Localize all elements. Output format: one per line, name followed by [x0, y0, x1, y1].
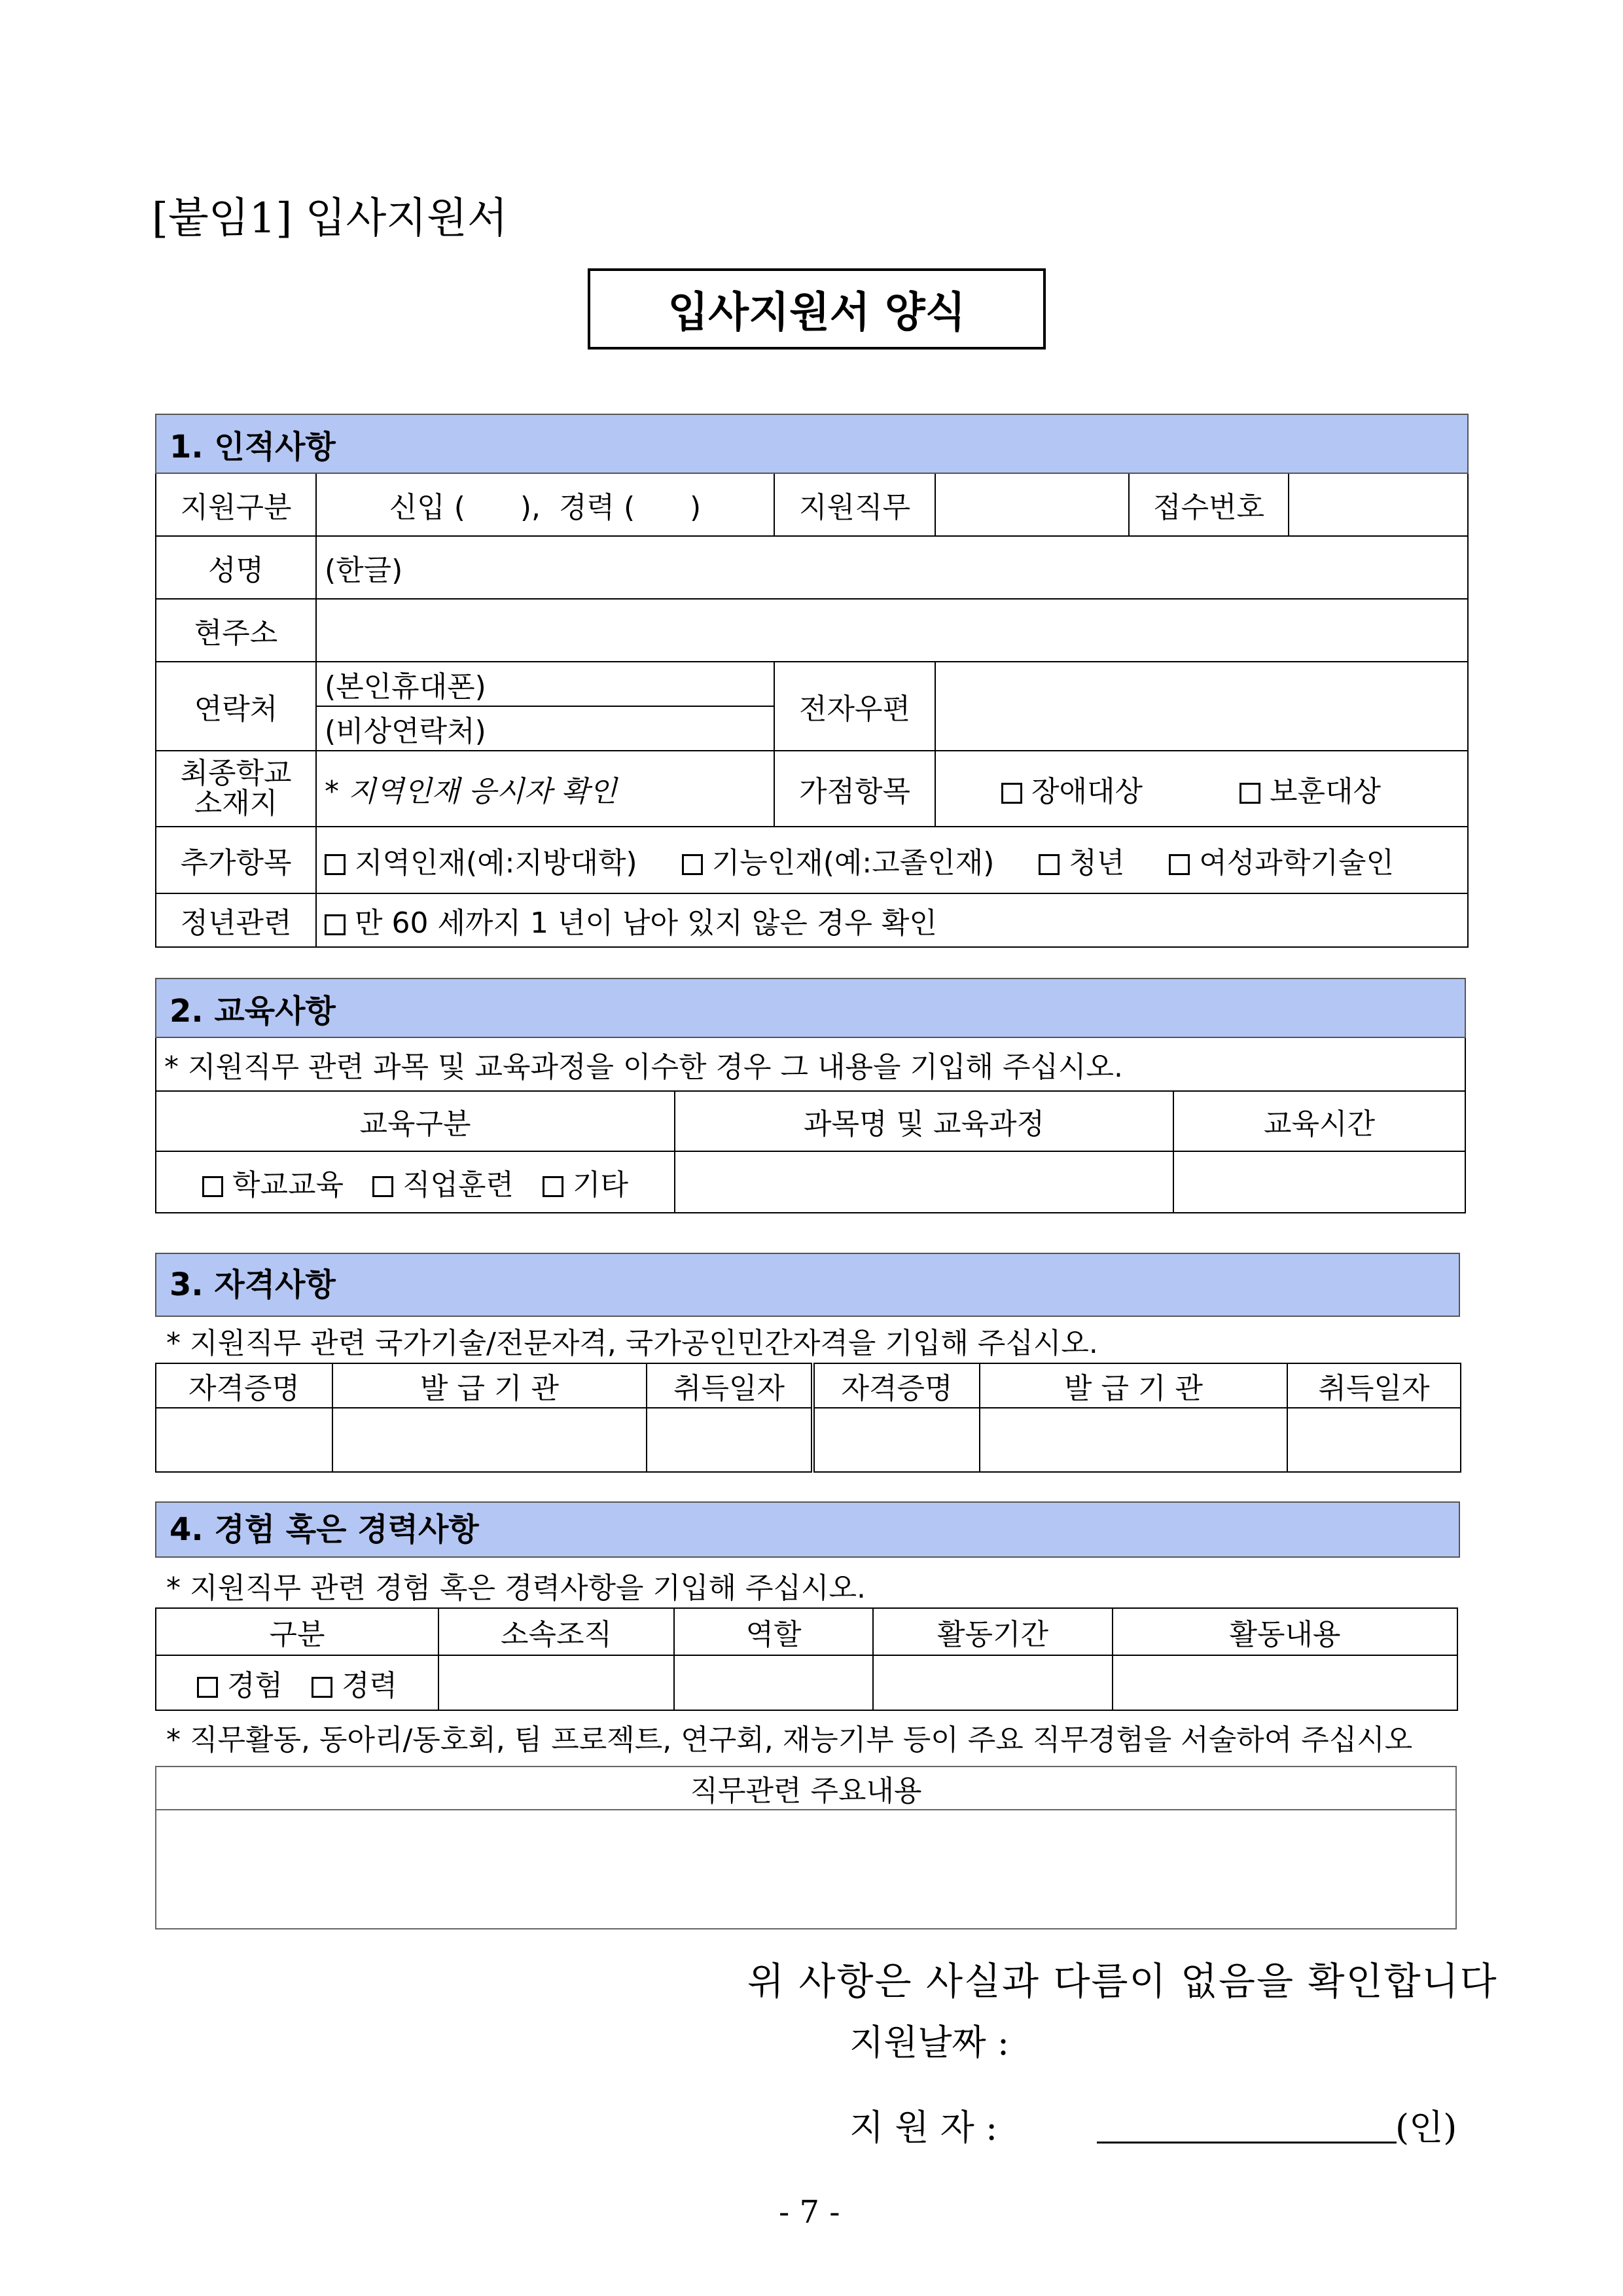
address-label: 현주소	[156, 599, 316, 662]
exp-period-field[interactable]	[873, 1655, 1113, 1710]
edu-col-hours: 교육시간	[1173, 1091, 1465, 1151]
job-detail-table	[155, 1766, 1457, 1929]
qual-date-field-2[interactable]	[1287, 1408, 1461, 1472]
checkbox-skilled[interactable]	[682, 854, 703, 875]
edu-opt-other: 기타	[573, 1168, 629, 1202]
contact-label: 연락처	[156, 662, 316, 751]
qual-col-date-1: 취득일자	[647, 1363, 813, 1408]
signature-line[interactable]	[1097, 2142, 1397, 2144]
qualification-table	[155, 1363, 1461, 1473]
bonus-options	[935, 751, 1468, 827]
personal-info-table	[155, 414, 1469, 948]
exp-opt-career: 경력	[342, 1669, 398, 1702]
exp-org-field[interactable]	[438, 1655, 674, 1710]
section2-note: * 지원직무 관련 과목 및 교육과정을 이수한 경우 그 내용을 기입해 주십시오.	[156, 1037, 1465, 1091]
exp-col-period: 활동기간	[873, 1608, 1113, 1655]
applicant-label: 지 원 자 :	[849, 2107, 998, 2148]
school-label-line1: 최종학교	[180, 756, 292, 790]
exp-col-content: 활동내용	[1113, 1608, 1457, 1655]
checkbox-job-training[interactable]	[372, 1176, 393, 1197]
edu-opt-training: 직업훈련	[402, 1168, 514, 1202]
checkbox-disability[interactable]	[1001, 783, 1022, 804]
qual-issuer-field-2[interactable]	[980, 1408, 1287, 1472]
qual-date-field-1[interactable]	[647, 1408, 813, 1472]
qual-col-name-1: 자격증명	[156, 1363, 332, 1408]
name-field[interactable]: (한글)	[316, 536, 1468, 599]
job-detail-field[interactable]	[156, 1810, 1456, 1929]
qual-col-issuer-1: 발 급 기 관	[332, 1363, 647, 1408]
exp-col-org: 소속조직	[438, 1608, 674, 1655]
form-title-box	[588, 268, 1046, 350]
exp-opt-experience: 경험	[226, 1669, 283, 1702]
confirm-statement: 위 사항은 사실과 다름이 없음을 확인합니다	[747, 1959, 1498, 2003]
extra-opt-youth: 청년	[1069, 846, 1125, 880]
checkbox-veteran[interactable]	[1240, 783, 1260, 804]
phone-field[interactable]: (본인휴대폰)	[316, 662, 774, 706]
retire-opt-text: 만 60 세까지 1 년이 남아 있지 않은 경우 확인	[355, 906, 937, 940]
job-field[interactable]	[935, 473, 1129, 536]
exp-col-type: 구분	[156, 1608, 438, 1655]
address-field[interactable]	[316, 599, 1468, 662]
date-label: 지원날짜 :	[849, 2022, 1010, 2063]
qual-col-date-2: 취득일자	[1287, 1363, 1461, 1408]
exp-type-options	[156, 1655, 438, 1710]
form-title: 입사지원서 양식	[668, 289, 966, 337]
school-label	[156, 751, 316, 827]
school-label-line2: 소재지	[194, 787, 278, 820]
section3-note: * 지원직무 관련 국가기술/전문자격, 국가공인민간자격을 기입해 주십시오.	[166, 1327, 1098, 1360]
receipt-field[interactable]	[1289, 473, 1468, 536]
checkbox-women-science[interactable]	[1169, 854, 1190, 875]
section4-note2: * 직무활동, 동아리/동호회, 팀 프로젝트, 연구회, 재능기부 등이 주요 직무경험을 서술하여 주십시오	[166, 1723, 1413, 1757]
extra-opt-regional: 지역인재(예:지방대학)	[355, 846, 637, 880]
edu-type-options	[156, 1151, 675, 1213]
edu-hours-field[interactable]	[1173, 1151, 1465, 1213]
checkbox-youth[interactable]	[1039, 854, 1060, 875]
qual-issuer-field-1[interactable]	[332, 1408, 647, 1472]
edu-col-course: 과목명 및 교육과정	[675, 1091, 1173, 1151]
bonus-opt-disability: 장애대상	[1031, 775, 1143, 808]
extra-opt-skilled: 기능인재(예:고졸인재)	[711, 846, 995, 880]
section3-header: 3. 자격사항	[155, 1253, 1460, 1317]
edu-opt-school: 학교교육	[232, 1168, 344, 1202]
bonus-label: 가점항목	[774, 751, 935, 827]
email-label: 전자우편	[774, 662, 935, 751]
extra-options	[316, 827, 1468, 893]
checkbox-other[interactable]	[543, 1176, 563, 1197]
checkbox-retire[interactable]	[325, 914, 346, 935]
qual-name-field-2[interactable]	[813, 1408, 980, 1472]
section2-header: 2. 교육사항	[156, 978, 1465, 1037]
apply-type-label: 지원구분	[156, 473, 316, 536]
section4-header: 4. 경험 혹은 경력사항	[155, 1501, 1460, 1558]
emergency-field[interactable]: (비상연락처)	[316, 706, 774, 751]
checkbox-regional[interactable]	[325, 854, 346, 875]
seal-mark: (인)	[1395, 2107, 1457, 2148]
retire-label: 정년관련	[156, 893, 316, 947]
qual-col-name-2: 자격증명	[813, 1363, 980, 1408]
section1-header: 1. 인적사항	[156, 414, 1468, 473]
exp-content-field[interactable]	[1113, 1655, 1457, 1710]
exp-col-role: 역할	[674, 1608, 873, 1655]
edu-col-type: 교육구분	[156, 1091, 675, 1151]
edu-course-field[interactable]	[675, 1151, 1173, 1213]
retire-option	[316, 893, 1468, 947]
attachment-label: [붙임1] 입사지원서	[152, 194, 508, 243]
name-label: 성명	[156, 536, 316, 599]
page-number: - 7 -	[779, 2194, 840, 2231]
email-field[interactable]	[935, 662, 1468, 751]
checkbox-career[interactable]	[312, 1677, 332, 1698]
experience-table	[155, 1607, 1458, 1711]
job-detail-header: 직무관련 주요내용	[156, 1767, 1456, 1810]
checkbox-experience[interactable]	[197, 1677, 218, 1698]
section4-note: * 지원직무 관련 경험 혹은 경력사항을 기입해 주십시오.	[166, 1571, 866, 1605]
qual-col-issuer-2: 발 급 기 관	[980, 1363, 1287, 1408]
bonus-opt-veteran: 보훈대상	[1270, 775, 1382, 808]
extra-opt-women-science: 여성과학기술인	[1199, 846, 1394, 880]
education-table	[155, 978, 1466, 1213]
receipt-label: 접수번호	[1129, 473, 1289, 536]
job-label: 지원직무	[774, 473, 935, 536]
school-field[interactable]: * 지역인재 응시자 확인	[316, 751, 774, 827]
qual-name-field-1[interactable]	[156, 1408, 332, 1472]
extra-label: 추가항목	[156, 827, 316, 893]
exp-role-field[interactable]	[674, 1655, 873, 1710]
checkbox-school-edu[interactable]	[202, 1176, 223, 1197]
apply-type-field[interactable]: 신입 ( ), 경력 ( )	[316, 473, 774, 536]
